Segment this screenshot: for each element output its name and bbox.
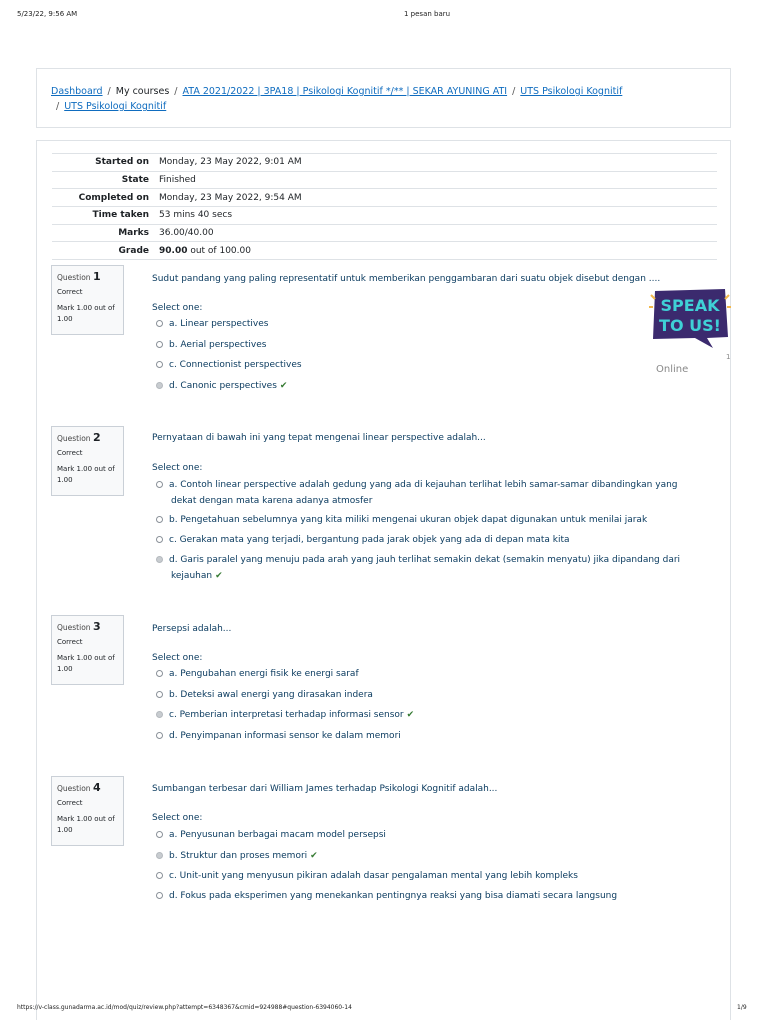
summary-label: Grade	[52, 242, 159, 260]
question-mark: Mark 1.00 out of 1.00	[57, 304, 115, 323]
summary-label: Marks	[52, 224, 159, 242]
question-text: Persepsi adalah...	[152, 624, 232, 634]
correct-check-icon: ✔	[310, 851, 318, 861]
question-number: Question 1	[57, 270, 101, 283]
radio-button[interactable]	[156, 516, 163, 523]
print-datetime: 5/23/22, 9:56 AM	[17, 10, 78, 18]
breadcrumb-separator: /	[174, 86, 178, 97]
question-state: Correct	[57, 638, 83, 646]
question-mark: Mark 1.00 out of 1.00	[57, 815, 115, 834]
summary-label: State	[52, 171, 159, 189]
answer-option[interactable]: c. Connectionist perspectives	[156, 358, 696, 374]
correct-check-icon: ✔	[279, 381, 288, 391]
question-info	[51, 615, 124, 685]
radio-button[interactable]	[156, 831, 163, 838]
summary-value	[159, 242, 717, 260]
summary-row-marks	[52, 224, 717, 242]
breadcrumb-dashboard-link[interactable]: Dashboard	[51, 86, 103, 97]
grade-out-of: out of 100.00	[187, 245, 251, 256]
sticker-line-2: TO US!	[659, 316, 721, 335]
question-mark: Mark 1.00 out of 1.00	[57, 654, 115, 673]
breadcrumb-separator: /	[56, 101, 60, 112]
answer-option[interactable]: d. Canonic perspectives ✔	[156, 379, 696, 395]
summary-row-completed	[52, 189, 717, 207]
radio-button[interactable]	[156, 341, 163, 348]
answer-option[interactable]: b. Pengetahuan sebelumnya yang kita miliki mengenai ukuran objek dapat digunakan untuk menilai jarak	[156, 513, 696, 529]
radio-button[interactable]	[156, 536, 163, 543]
summary-value: 53 mins 40 secs	[159, 207, 717, 225]
select-one-label: Select one:	[152, 813, 203, 823]
answer-option[interactable]: a. Pengubahan energi fisik ke energi saraf	[156, 667, 696, 683]
radio-button[interactable]	[156, 732, 163, 739]
answer-option[interactable]: a. Contoh linear perspective adalah gedung yang ada di kejauhan terlihat lebih samar-samar dibandingkan yang dekat dengan mata karena adanya atmosfer	[156, 478, 696, 509]
answer-option[interactable]: d. Garis paralel yang menuju pada arah yang jauh terlihat semakin dekat (semakin menyatu) jika dipandang dari kejauhan ✔	[156, 553, 701, 584]
breadcrumb-separator: /	[107, 86, 111, 97]
question-info	[51, 265, 124, 335]
summary-value: Finished	[159, 171, 717, 189]
question-text: Sumbangan terbesar dari William James terhadap Psikologi Kognitif adalah...	[152, 784, 498, 794]
answer-option[interactable]: c. Unit-unit yang menyusun pikiran adalah dasar pengalaman mental yang lebih kompleks	[156, 869, 696, 885]
summary-label: Started on	[52, 154, 159, 172]
grade-value: 90.00	[159, 245, 188, 256]
answer-option[interactable]: d. Penyimpanan informasi sensor ke dalam memori	[156, 729, 696, 745]
answer-option[interactable]: b. Deteksi awal energi yang dirasakan indera	[156, 688, 696, 704]
summary-value: 36.00/40.00	[159, 224, 717, 242]
summary-label: Completed on	[52, 189, 159, 207]
print-url: https://v-class.gunadarma.ac.id/mod/quiz/review.php?attempt=6348367&cmid=924988#question-6394060-14	[17, 1004, 352, 1011]
summary-row-state	[52, 171, 717, 189]
question-text: Sudut pandang yang paling representatif untuk memberikan penggambaran dari suatu objek disebut dengan ....	[152, 274, 661, 284]
breadcrumb-quiz-link[interactable]: UTS Psikologi Kognitif	[64, 101, 167, 112]
correct-check-icon: ✔	[406, 710, 415, 720]
radio-button[interactable]	[156, 872, 163, 879]
attempt-summary-table	[52, 153, 717, 260]
select-one-label: Select one:	[152, 463, 203, 473]
print-page-number: 1/9	[737, 1004, 747, 1011]
breadcrumb-quiz-section-link[interactable]: UTS Psikologi Kognitif	[520, 86, 623, 97]
radio-button-selected[interactable]	[156, 382, 163, 389]
answer-option[interactable]: c. Gerakan mata yang terjadi, bergantung pada jarak objek yang ada di depan mata kita	[156, 533, 696, 549]
breadcrumb-my-courses: My courses	[115, 86, 170, 97]
summary-row-time-taken	[52, 207, 717, 225]
summary-row-grade	[52, 242, 717, 260]
sticker-line-1: SPEAK	[660, 296, 720, 315]
answer-option[interactable]: a. Linear perspectives	[156, 317, 696, 333]
answer-option[interactable]: a. Penyusunan berbagai macam model persepsi	[156, 828, 696, 844]
breadcrumb	[51, 84, 711, 114]
radio-button[interactable]	[156, 481, 163, 488]
question-state: Correct	[57, 449, 83, 457]
radio-button-selected[interactable]	[156, 711, 163, 718]
answer-option[interactable]: b. Aerial perspectives	[156, 338, 696, 354]
radio-button[interactable]	[156, 320, 163, 327]
question-state: Correct	[57, 288, 83, 296]
summary-row-started	[52, 154, 717, 172]
radio-button[interactable]	[156, 361, 163, 368]
radio-button[interactable]	[156, 691, 163, 698]
question-mark: Mark 1.00 out of 1.00	[57, 465, 115, 484]
radio-button-selected[interactable]	[156, 556, 163, 563]
summary-label: Time taken	[52, 207, 159, 225]
question-info	[51, 776, 124, 846]
summary-value: Monday, 23 May 2022, 9:01 AM	[159, 154, 717, 172]
question-number: Question 3	[57, 620, 101, 633]
radio-button[interactable]	[156, 892, 163, 899]
summary-value: Monday, 23 May 2022, 9:54 AM	[159, 189, 717, 207]
select-one-label: Select one:	[152, 303, 203, 313]
radio-button[interactable]	[156, 670, 163, 677]
question-number: Question 2	[57, 431, 101, 444]
breadcrumb-separator: /	[512, 86, 516, 97]
breadcrumb-course-link[interactable]: ATA 2021/2022 | 3PA18 | Psikologi Kognitif */** | SEKAR AYUNING ATI	[182, 86, 508, 97]
question-number: Question 4	[57, 781, 101, 794]
question-state: Correct	[57, 799, 83, 807]
print-title: 1 pesan baru	[404, 10, 451, 18]
select-one-label: Select one:	[152, 653, 203, 663]
answer-option[interactable]: b. Struktur dan proses memori ✔	[156, 849, 696, 865]
speak-to-us-chat-button[interactable]	[649, 287, 731, 349]
radio-button-selected[interactable]	[156, 852, 163, 859]
correct-check-icon: ✔	[215, 570, 223, 581]
question-info	[51, 426, 124, 496]
answer-option[interactable]: d. Fokus pada eksperimen yang menekankan pentingnya reaksi yang bisa diamati secara langsung	[156, 889, 696, 905]
chat-badge: 1	[726, 353, 731, 361]
chat-status: Online	[656, 364, 689, 375]
answer-option[interactable]: c. Pemberian interpretasi terhadap informasi sensor ✔	[156, 708, 696, 724]
question-text: Pernyataan di bawah ini yang tepat mengenai linear perspective adalah...	[152, 433, 486, 443]
breadcrumb-container	[36, 68, 731, 128]
